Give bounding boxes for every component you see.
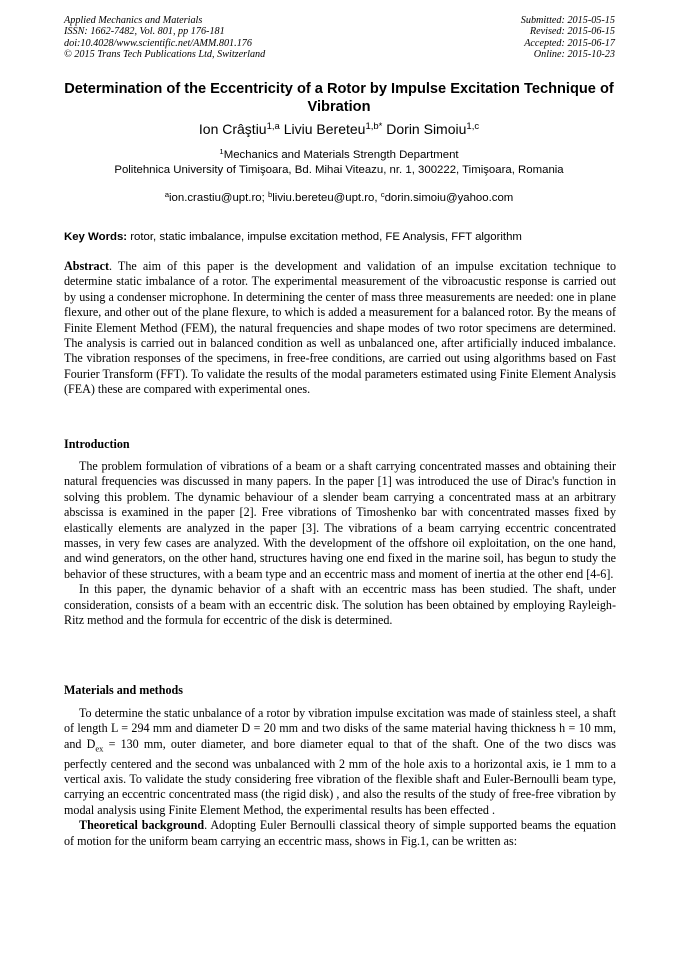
paragraph: In this paper, the dynamic behavior of a shaft with an eccentric mass has been studied. The shaft, under consideration, consists of a beam with an eccentric disk. The solution has been obtained by employing Rayleigh-Ritz method and the formula for eccentric of the disk is determined. bbox=[64, 582, 616, 628]
subscript: ex bbox=[95, 743, 104, 754]
paragraph bbox=[64, 818, 616, 849]
abstract-text: . The aim of this paper is the development and validation of an impulse excitation technique to determine static imbalance of a rotor. The experimental measurement of the vibroacustic response is carried out by using a condenser microphone. In determining the center of mass three measurements are needed: one in plane flexure, and other out of the plane flexure, to which is added a measurement for a balanced rotor. By the means of Finite Element Method (FEM), the natural frequencies and shape modes of two rotor specimens are determined. The analysis is carried out in balanced condition as well as unbalanced one, after artificially induced imbalance. The vibration responses of the specimens, in free-free conditions, are carried out using algorithms based on Fast Fourier Transform (FFT). To validate the results of the modal parameters estimated using Finite Element Analysis (FEA) these are compared with experimental ones. bbox=[64, 259, 616, 397]
subsection-heading: Theoretical background bbox=[79, 818, 205, 833]
abstract bbox=[64, 259, 616, 398]
journal-issn: ISSN: 1662-7482, Vol. 801, pp 176-181 bbox=[64, 26, 225, 38]
paragraph-text: . Adopting Euler Bernoulli classical theory of simple supported beams the equation of motion for the uniform beam carrying an eccentric mass, shows in Fig.1, can be written as: bbox=[64, 818, 616, 848]
paragraph bbox=[64, 706, 616, 818]
paragraph: The problem formulation of vibrations of a beam or a shaft carrying concentrated masses and obtaining their natural frequencies was discussed in many papers. In the paper [1] was introduced the use of Dirac's function in solving this problem. The dynamic behaviour of a slender beam carrying a concentrated mass at an arbitrary abscissa is examined in the paper [2]. Free vibrations of Timoshenko bar with concentrated masses fixed by elastically elements are analyzed in the paper [3]. The vibrations of a beam carrying eccentric concentrated masses, in very few cases are analyzed. With the development of the offshore oil exploitation, on the one hand, and wind generators, on the other hand, structures having one end fixed in the marine soil, has begun to study the behavior of these structures, with a beam type and an eccentric mass and moment of inertia at the other end [4-6]. bbox=[64, 459, 616, 581]
paragraph-text: = 130 mm, outer diameter, and bore diameter equal to that of the shaft. One of the two discs was perfectly centered and the second was unbalanced with 2 mm of the hole axis to a horizontal axis, ie 1 mm to a vertical axis. To validate the study considering free vibration of the flexible shaft and Euler-Bernoulli beam type, carrying an eccentric concentrated mass (the rigid disk) , and also the results of the study of free-free vibration by modal analysis using Finite Element Method, the experimental results has been effected . bbox=[64, 736, 617, 817]
keywords-text: rotor, static imbalance, impulse excitation method, FE Analysis, FFT algorithm bbox=[127, 231, 522, 243]
author-name: Ion Crâştiu bbox=[198, 121, 267, 137]
date-accepted: Accepted: 2015-06-17 bbox=[524, 37, 615, 49]
section-heading-methods: Materials and methods bbox=[64, 683, 183, 697]
journal-copyright: © 2015 Trans Tech Publications Ltd, Switzerland bbox=[64, 48, 266, 60]
author-affil-mark: 1,b* bbox=[365, 121, 383, 133]
email-mark: a bbox=[164, 190, 169, 200]
author-emails bbox=[40, 191, 638, 206]
email-mark: b bbox=[267, 190, 273, 200]
email-link[interactable]: liviu.bereteu@upt.ro, bbox=[272, 192, 378, 204]
section-heading-introduction: Introduction bbox=[64, 437, 130, 451]
journal-name: Applied Mechanics and Materials bbox=[64, 15, 203, 26]
author-name: Liviu Bereteu bbox=[283, 121, 366, 137]
email-link[interactable]: dorin.simoiu@yahoo.com bbox=[384, 192, 514, 204]
introduction-body bbox=[64, 459, 616, 628]
affiliation-department: Mechanics and Materials Strength Department bbox=[223, 149, 459, 161]
affiliation-address: Politehnica University of Timişoara, Bd. Mihai Viteazu, nr. 1, 300222, Timişoara, Romania bbox=[114, 164, 564, 176]
affiliation-mark: 1 bbox=[219, 147, 224, 157]
date-online: Online: 2015-10-23 bbox=[533, 48, 615, 60]
paper-title: Determination of the Eccentricity of a Rotor by Impulse Excitation Technique of Vibration bbox=[64, 81, 614, 115]
author-list bbox=[40, 121, 638, 138]
paragraph-text: To determine the static unbalance of a rotor by vibration impulse excitation was made of stainless steel, a shaft of length L = 294 mm and diameter D = 20 mm and two disks of the same material having thickness h = 10 mm, and D bbox=[64, 706, 616, 751]
author-name: Dorin Simoiu bbox=[386, 121, 467, 137]
publication-dates bbox=[521, 15, 615, 60]
email-mark: c bbox=[380, 190, 385, 200]
keywords-label: Key Words: bbox=[64, 231, 128, 243]
journal-info bbox=[64, 15, 265, 60]
date-submitted: Submitted: 2015-05-15 bbox=[520, 15, 615, 26]
author-affil-mark: 1,a bbox=[266, 121, 280, 133]
journal-doi: doi:10.4028/www.scientific.net/AMM.801.176 bbox=[64, 37, 252, 49]
keywords bbox=[64, 229, 616, 245]
email-link[interactable]: ion.crastiu@upt.ro; bbox=[169, 192, 265, 204]
abstract-label: Abstract bbox=[64, 259, 110, 273]
methods-body bbox=[64, 706, 616, 849]
author-affil-mark: 1,c bbox=[466, 121, 480, 133]
date-revised: Revised: 2015-06-15 bbox=[529, 26, 615, 38]
affiliation bbox=[40, 148, 638, 178]
